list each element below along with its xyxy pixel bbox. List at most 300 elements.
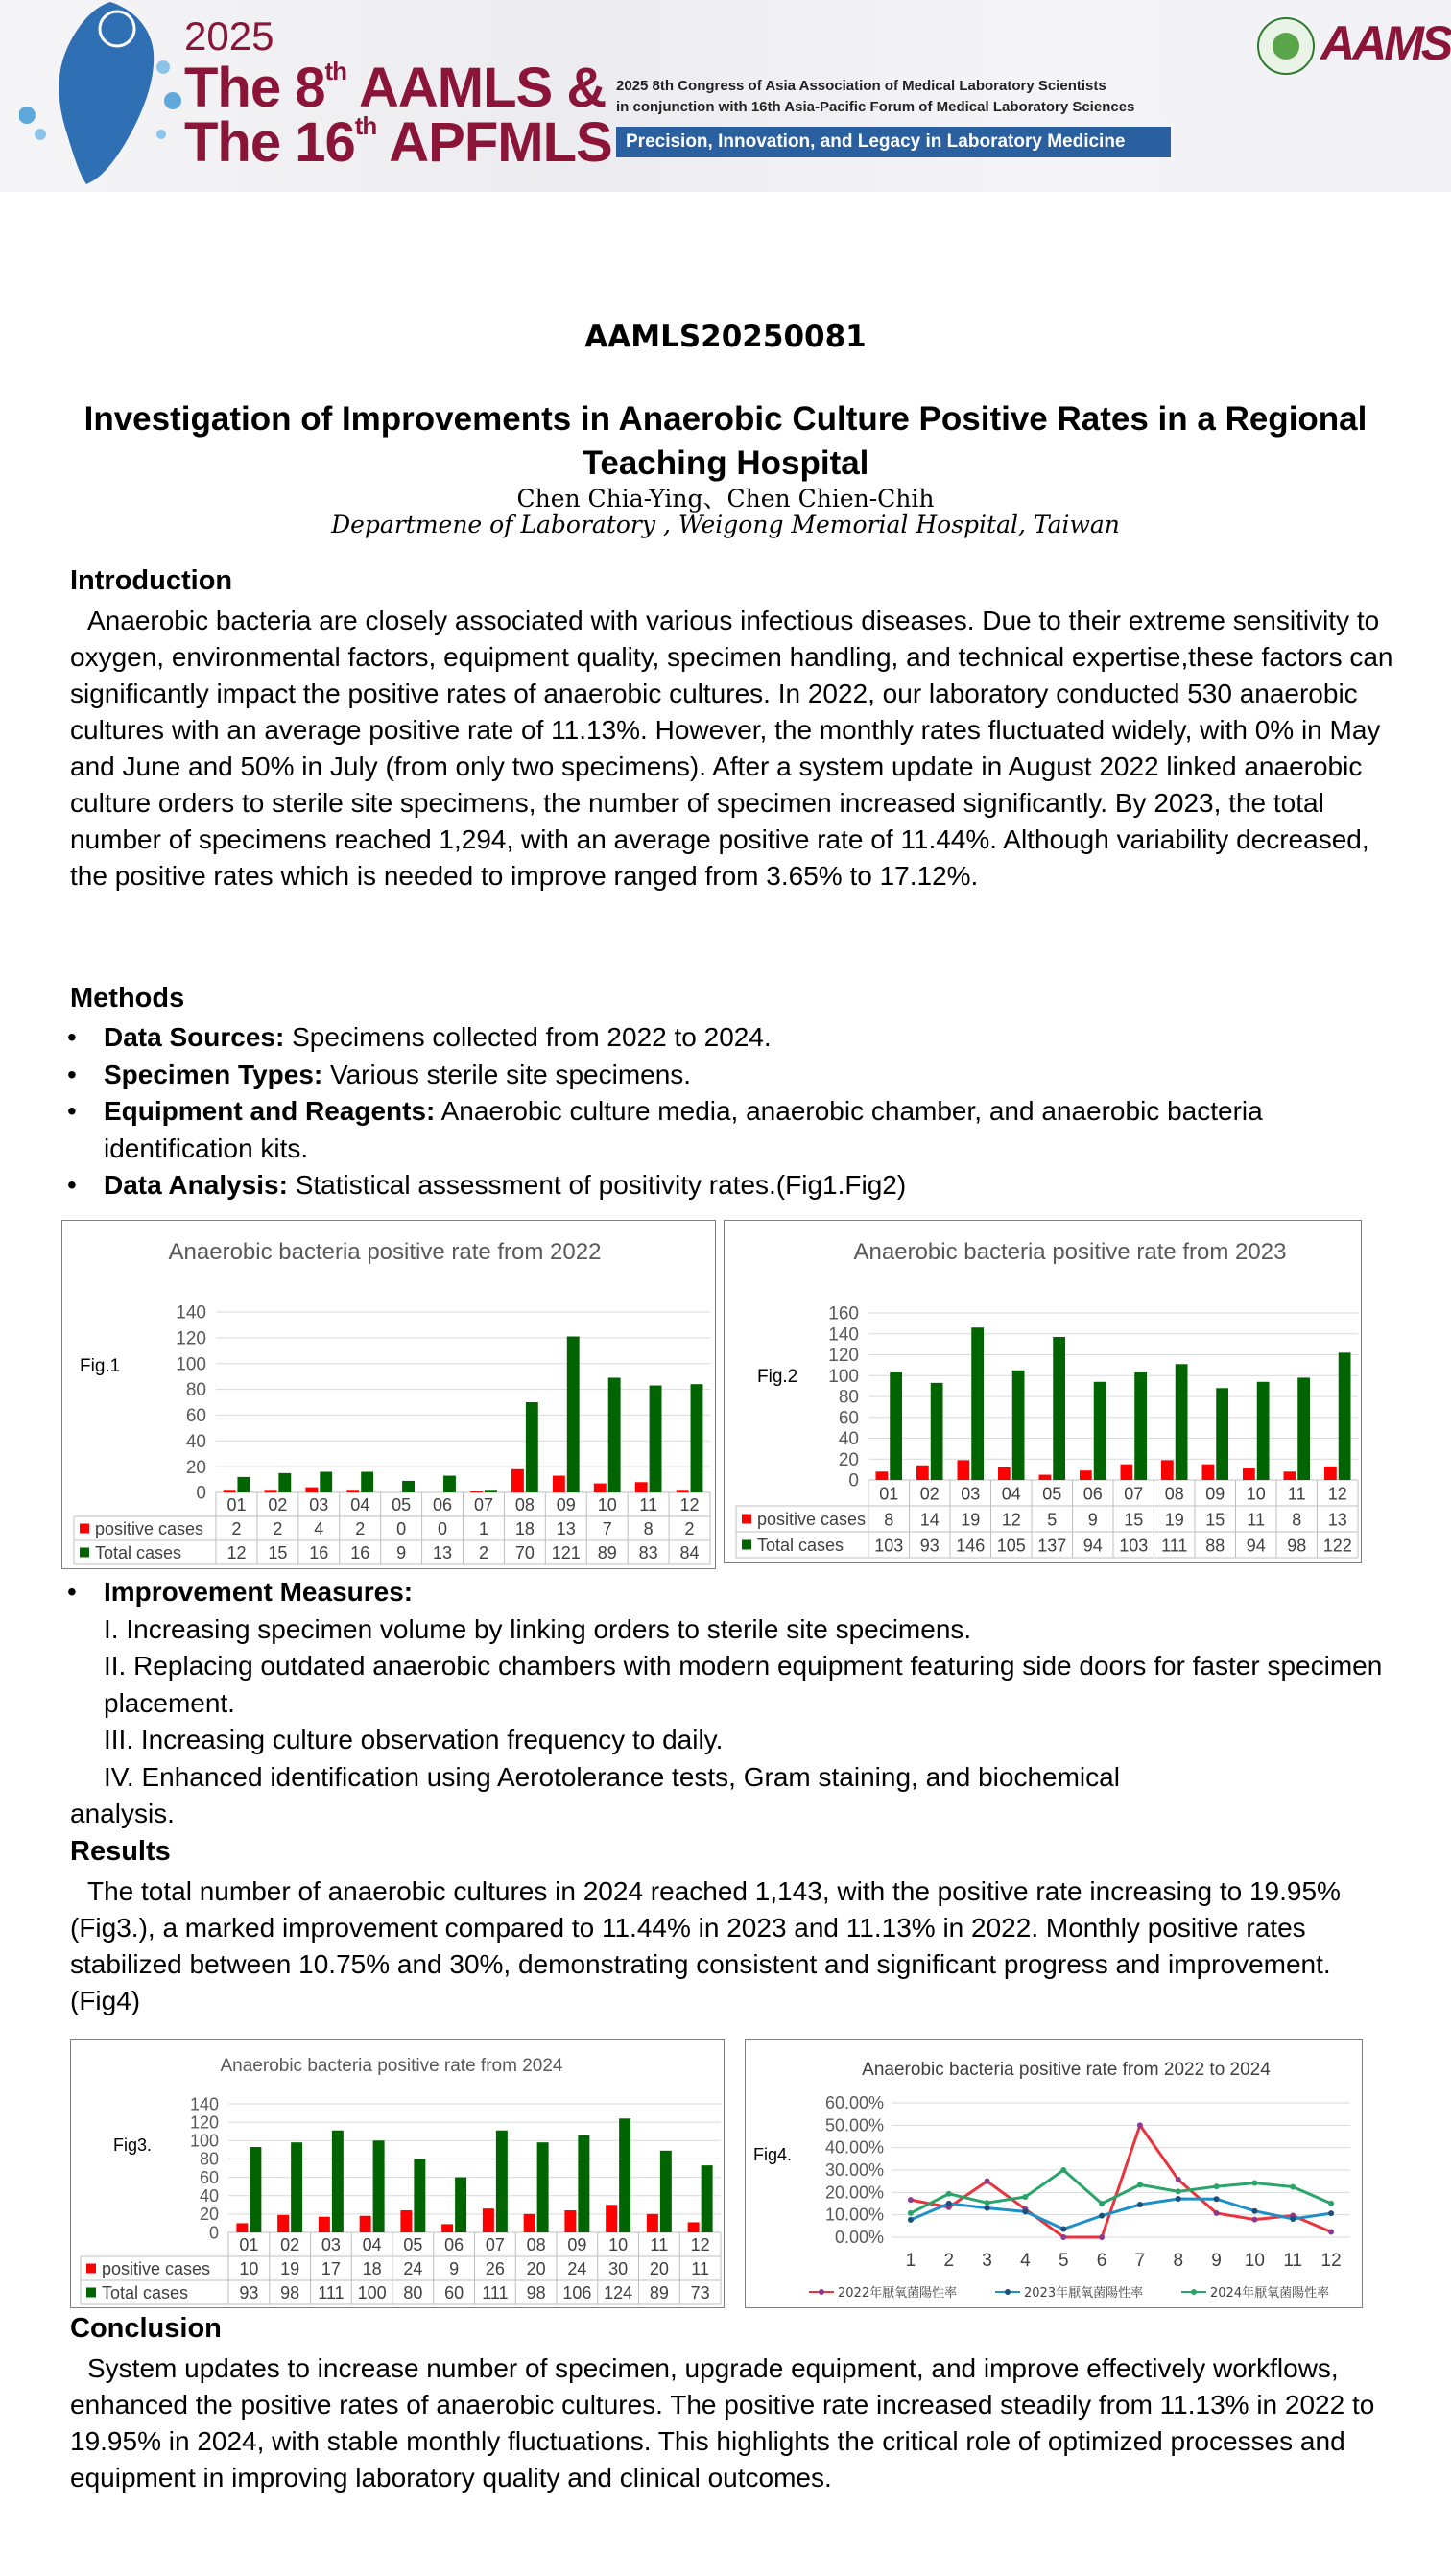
total-cases-bar <box>1053 1337 1065 1480</box>
congress-motto: Precision, Innovation, and Legacy in Laboratory Medicine <box>616 127 1171 157</box>
total-cases-bar <box>1094 1382 1106 1480</box>
table-value: 2 <box>273 1518 283 1538</box>
positive-cases-bar <box>916 1466 929 1480</box>
positive-cases-bar <box>224 1490 236 1492</box>
table-value: 80 <box>403 2282 423 2302</box>
y-tick-label: 140 <box>189 2094 219 2114</box>
table-value: 8 <box>1292 1510 1302 1530</box>
series-point <box>1060 2167 1066 2173</box>
figure-label: Fig3. <box>113 2135 153 2155</box>
table-value: 10 <box>239 2258 259 2278</box>
table-value: 11 <box>691 2258 709 2278</box>
table-value: 1 <box>478 1518 488 1538</box>
legend-label: positive cases <box>102 2258 211 2278</box>
x-category-label: 02 <box>919 1484 940 1504</box>
positive-cases-bar <box>1243 1468 1255 1480</box>
total-cases-bar <box>332 2131 344 2232</box>
x-category-label: 06 <box>444 2234 464 2254</box>
table-value: 24 <box>403 2258 423 2278</box>
total-cases-bar <box>1339 1352 1351 1480</box>
table-value: 15 <box>1124 1510 1144 1530</box>
legend-marker <box>1005 2289 1011 2295</box>
table-value: 0 <box>438 1518 448 1538</box>
table-value: 19 <box>961 1510 981 1530</box>
y-tick-label: 60 <box>199 2167 219 2187</box>
total-cases-bar <box>890 1372 902 1480</box>
x-category-label: 04 <box>1001 1484 1021 1504</box>
positive-cases-bar <box>1324 1467 1337 1480</box>
improvement-measures <box>67 1574 1401 1796</box>
table-value: 19 <box>280 2258 300 2278</box>
series-point <box>1251 2181 1257 2186</box>
x-category-label: 12 <box>1327 1484 1347 1504</box>
x-category-label: 08 <box>526 2234 546 2254</box>
table-value: 9 <box>396 1542 407 1562</box>
legend-total-swatch <box>742 1540 751 1550</box>
table-value: 18 <box>362 2258 382 2278</box>
positive-cases-bar <box>400 2210 412 2232</box>
series-point <box>1251 2208 1257 2214</box>
y-tick-label: 120 <box>189 2112 219 2133</box>
y-tick-label: 0 <box>196 1483 206 1504</box>
table-value: 13 <box>433 1542 453 1562</box>
x-category-label: 03 <box>961 1484 981 1504</box>
abstract-code: AAMLS20250081 <box>584 320 867 354</box>
table-value: 12 <box>1001 1510 1021 1530</box>
series-point <box>1022 2208 1028 2214</box>
x-category-label: 02 <box>268 1494 288 1515</box>
x-category-label: 06 <box>433 1494 453 1515</box>
y-tick-label: 0 <box>208 2223 219 2243</box>
figure-label: Fig4. <box>753 2145 793 2164</box>
total-cases-bar <box>931 1383 943 1480</box>
y-tick-label: 40 <box>838 1429 859 1450</box>
table-value: 94 <box>1246 1536 1266 1556</box>
series-point <box>1214 2183 1220 2189</box>
y-tick-label: 60 <box>185 1406 206 1427</box>
positive-cases-bar <box>360 2216 371 2232</box>
fig1-chart <box>61 1220 716 1569</box>
y-tick-label: 140 <box>828 1324 859 1346</box>
series-point <box>1251 2217 1257 2223</box>
series-point <box>1137 2182 1143 2187</box>
y-tick-label: 160 <box>828 1303 859 1324</box>
positive-cases-bar <box>346 1490 359 1492</box>
y-tick-label: 120 <box>176 1328 206 1349</box>
legend-label: Total cases <box>95 1542 182 1562</box>
total-cases-bar <box>443 1476 456 1492</box>
x-category-label: 11 <box>650 2234 669 2254</box>
figure-label: Fig.1 <box>80 1356 121 1376</box>
measure-item: III. Increasing culture observation frequency to daily. <box>104 1725 724 1754</box>
table-value: 15 <box>268 1542 288 1562</box>
positive-cases-bar <box>606 2205 617 2232</box>
total-cases-bar <box>320 1472 332 1492</box>
table-value: 73 <box>690 2282 710 2302</box>
x-category-label: 07 <box>1124 1484 1144 1504</box>
table-value: 12 <box>226 1542 247 1562</box>
series-point <box>985 2200 990 2206</box>
legend-positive-swatch <box>80 1524 89 1534</box>
methods-heading: Methods <box>70 983 185 1014</box>
total-cases-bar <box>660 2151 672 2232</box>
legend-label: positive cases <box>757 1509 867 1529</box>
table-value: 26 <box>485 2258 505 2278</box>
series-line <box>911 2125 1331 2237</box>
x-category-label: 10 <box>1246 1484 1266 1504</box>
table-value: 19 <box>1164 1510 1184 1530</box>
series-point <box>946 2191 952 2197</box>
x-category-label: 03 <box>309 1494 329 1515</box>
x-tick-label: 4 <box>1020 2251 1031 2271</box>
table-value: 106 <box>562 2282 592 2302</box>
y-tick-label: 20 <box>838 1449 859 1470</box>
total-cases-bar <box>278 1473 291 1492</box>
series-point <box>1022 2194 1028 2200</box>
positive-cases-bar <box>277 2215 289 2232</box>
series-point <box>1099 2213 1105 2219</box>
series-point <box>1137 2122 1143 2128</box>
series-point <box>1328 2201 1334 2206</box>
x-category-label: 11 <box>639 1494 657 1515</box>
authors: Chen Chia-Ying、Chen Chien-Chih <box>516 485 935 513</box>
x-tick-label: 6 <box>1096 2251 1107 2271</box>
legend-label: 2024年厭氧菌陽性率 <box>1210 2286 1330 2301</box>
table-value: 93 <box>239 2282 259 2302</box>
legend-label: Total cases <box>757 1535 844 1555</box>
y-tick-label: 80 <box>838 1387 859 1408</box>
positive-cases-bar <box>236 2223 248 2232</box>
table-value: 9 <box>1087 1510 1098 1530</box>
positive-cases-bar <box>1202 1465 1215 1480</box>
y-tick-label: 60 <box>838 1408 859 1429</box>
chart-title: Anaerobic bacteria positive rate from 2024 <box>220 2056 563 2076</box>
y-tick-label: 20.00% <box>824 2182 884 2203</box>
banner-line-1: The 8th AAMLS & <box>184 57 607 119</box>
table-value: 94 <box>1082 1536 1103 1556</box>
table-value: 9 <box>449 2258 460 2278</box>
positive-cases-bar <box>1039 1475 1052 1480</box>
table-value: 111 <box>1161 1536 1188 1556</box>
table-value: 13 <box>556 1518 576 1538</box>
x-category-label: 01 <box>226 1494 247 1515</box>
legend-label: 2022年厭氧菌陽性率 <box>838 2286 958 2301</box>
total-cases-bar <box>485 1490 497 1492</box>
table-value: 89 <box>649 2282 669 2302</box>
table-value: 83 <box>638 1542 658 1562</box>
series-point <box>1214 2210 1220 2216</box>
series-point <box>985 2179 990 2184</box>
table-value: 20 <box>649 2258 669 2278</box>
total-cases-bar <box>702 2165 713 2232</box>
y-tick-label: 100 <box>176 1354 206 1375</box>
x-tick-label: 5 <box>1058 2251 1069 2271</box>
series-point <box>1137 2202 1143 2207</box>
chart-title: Anaerobic bacteria positive rate from 2022 <box>168 1239 602 1265</box>
x-category-label: 01 <box>879 1484 899 1504</box>
total-cases-bar <box>1297 1377 1310 1480</box>
table-value: 16 <box>309 1542 329 1562</box>
positive-cases-bar <box>647 2214 658 2232</box>
legend-positive-swatch <box>86 2264 96 2274</box>
series-point <box>1099 2234 1105 2240</box>
x-category-label: 09 <box>567 2234 587 2254</box>
table-value: 11 <box>1247 1510 1266 1530</box>
table-value: 2 <box>684 1518 695 1538</box>
introduction-heading: Introduction <box>70 565 233 596</box>
table-value: 14 <box>919 1510 940 1530</box>
table-value: 105 <box>996 1536 1026 1556</box>
methods-item: • Equipment and Reagents: Anaerobic culture media, anaerobic chamber, and anaerobic bacteria identification kits. <box>67 1096 1263 1163</box>
legend-total-swatch <box>80 1548 89 1558</box>
total-cases-bar <box>1257 1382 1270 1480</box>
chart-title: Anaerobic bacteria positive rate from 2023 <box>853 1239 1287 1265</box>
results-heading: Results <box>70 1836 171 1867</box>
x-category-label: 04 <box>350 1494 370 1515</box>
series-point <box>1060 2234 1066 2240</box>
total-cases-bar <box>496 2131 508 2232</box>
y-tick-label: 100 <box>189 2131 219 2151</box>
series-point <box>908 2197 914 2203</box>
y-tick-label: 120 <box>828 1346 859 1367</box>
total-cases-bar <box>402 1481 415 1492</box>
y-tick-label: 80 <box>199 2149 219 2169</box>
total-cases-bar <box>373 2140 385 2232</box>
positive-cases-bar <box>1080 1470 1092 1480</box>
x-tick-label: 7 <box>1134 2251 1146 2271</box>
table-value: 20 <box>526 2258 546 2278</box>
series-point <box>1328 2210 1334 2216</box>
fig2-svg <box>725 1221 1360 1562</box>
x-category-label: 12 <box>690 2234 710 2254</box>
table-value: 15 <box>1205 1510 1225 1530</box>
table-value: 111 <box>318 2282 345 2302</box>
table-value: 93 <box>919 1536 940 1556</box>
table-value: 18 <box>514 1518 535 1538</box>
total-cases-bar <box>291 2142 302 2232</box>
legend-marker <box>1191 2289 1197 2295</box>
series-point <box>1176 2196 1181 2202</box>
series-point <box>1176 2177 1181 2182</box>
table-value: 17 <box>321 2258 341 2278</box>
total-cases-bar <box>578 2135 589 2232</box>
measure-item: I. Increasing specimen volume by linking orders to sterile site specimens. <box>104 1613 972 1644</box>
table-value: 100 <box>357 2282 387 2302</box>
total-cases-bar <box>526 1402 538 1492</box>
y-tick-label: 0.00% <box>834 2228 884 2247</box>
x-tick-label: 2 <box>943 2251 955 2271</box>
positive-cases-bar <box>1284 1471 1296 1480</box>
taiwan-map-graphic <box>19 0 182 187</box>
x-category-label: 08 <box>1164 1484 1184 1504</box>
x-category-label: 07 <box>473 1494 493 1515</box>
x-tick-label: 11 <box>1283 2251 1303 2271</box>
y-tick-label: 60.00% <box>824 2093 884 2112</box>
fig1-svg <box>62 1221 714 1567</box>
table-value: 84 <box>679 1542 700 1562</box>
series-point <box>946 2201 952 2206</box>
total-cases-bar <box>1216 1388 1228 1480</box>
methods-item: • Specimen Types: Various sterile site specimens. <box>67 1059 692 1089</box>
measure-item: IV. Enhanced identification using Aerotolerance tests, Gram staining, and biochemical <box>104 1761 1120 1792</box>
total-cases-bar <box>1134 1372 1147 1480</box>
positive-cases-bar <box>677 1490 689 1492</box>
table-value: 98 <box>526 2282 546 2302</box>
y-tick-label: 20 <box>185 1457 206 1478</box>
x-category-label: 12 <box>679 1494 700 1515</box>
table-value: 2 <box>478 1542 488 1562</box>
positive-cases-bar <box>594 1484 607 1492</box>
positive-cases-bar <box>511 1469 524 1492</box>
positive-cases-bar <box>958 1460 970 1480</box>
total-cases-bar <box>237 1477 250 1492</box>
series-point <box>1328 2229 1334 2234</box>
legend-marker <box>819 2289 824 2295</box>
total-cases-bar <box>361 1472 373 1492</box>
aams-logo: AAMS <box>1320 16 1451 70</box>
y-tick-label: 80 <box>185 1380 206 1401</box>
table-value: 98 <box>280 2282 300 2302</box>
paper-title: Investigation of Improvements in Anaerobic Culture Positive Rates in a Regional Teaching Hospital <box>83 400 1368 482</box>
conclusion-text: System updates to increase number of specimen, upgrade equipment, and improve effectively workflows, enhanced the positive rates of anaerobic cultures. The positive rate increased steadily from 11.13% in 2022 to 19.95% in 2024, with stable monthly fluctuations. This highlights the critical role of optimized processes and equipment in improving laboratory quality and clinical outcomes. <box>70 2353 1375 2493</box>
total-cases-bar <box>691 1384 703 1492</box>
positive-cases-bar <box>524 2214 535 2232</box>
positive-cases-bar <box>483 2208 494 2232</box>
table-value: 124 <box>604 2282 633 2302</box>
x-category-label: 05 <box>392 1494 412 1515</box>
fig3-chart <box>70 2039 725 2308</box>
x-tick-label: 12 <box>1320 2251 1342 2271</box>
x-tick-label: 8 <box>1173 2251 1184 2271</box>
congress-description: 2025 8th Congress of Asia Association of Medical Laboratory Scientists in conjunction with 16th Asia-Pacific Forum of Medical Laboratory Sciences <box>616 78 1135 115</box>
series-point <box>1290 2216 1296 2222</box>
header-banner <box>0 0 1451 192</box>
total-cases-bar <box>455 2178 466 2232</box>
y-tick-label: 30.00% <box>824 2160 884 2180</box>
positive-cases-bar <box>553 1476 565 1492</box>
positive-cases-bar <box>688 2222 700 2232</box>
legend-total-swatch <box>86 2288 96 2298</box>
positive-cases-bar <box>305 1488 318 1492</box>
table-value: 4 <box>314 1518 324 1538</box>
table-value: 122 <box>1322 1536 1352 1556</box>
positive-cases-bar <box>1121 1465 1133 1480</box>
series-point <box>908 2210 914 2216</box>
positive-cases-bar <box>564 2210 576 2232</box>
banner-line-2: The 16th APFMLS <box>184 111 612 174</box>
table-value: 7 <box>602 1518 612 1538</box>
x-category-label: 01 <box>239 2234 259 2254</box>
series-point <box>1099 2201 1105 2206</box>
total-cases-bar <box>1012 1371 1025 1480</box>
y-tick-label: 20 <box>199 2205 219 2225</box>
table-value: 103 <box>1119 1536 1149 1556</box>
positive-cases-bar <box>635 1482 648 1492</box>
x-category-label: 06 <box>1082 1484 1103 1504</box>
x-category-label: 08 <box>514 1494 535 1515</box>
figure-label: Fig.2 <box>757 1367 798 1387</box>
positive-cases-bar <box>441 2224 453 2232</box>
series-point <box>908 2217 914 2223</box>
table-value: 8 <box>884 1510 894 1530</box>
x-tick-label: 3 <box>982 2251 992 2271</box>
total-cases-bar <box>414 2159 425 2232</box>
total-cases-bar <box>537 2142 549 2232</box>
fig4-chart <box>745 2039 1363 2308</box>
y-tick-label: 10.00% <box>824 2205 884 2225</box>
x-category-label: 11 <box>1287 1484 1306 1504</box>
society-seal-logo <box>1257 17 1315 75</box>
methods-list <box>67 1019 1401 1205</box>
x-category-label: 07 <box>485 2234 505 2254</box>
x-category-label: 04 <box>362 2234 382 2254</box>
x-tick-label: 10 <box>1244 2251 1265 2271</box>
positive-cases-bar <box>998 1467 1011 1480</box>
total-cases-bar <box>971 1327 984 1480</box>
x-tick-label: 9 <box>1211 2251 1222 2271</box>
table-value: 98 <box>1287 1536 1307 1556</box>
x-category-label: 10 <box>597 1494 617 1515</box>
table-value: 0 <box>396 1518 407 1538</box>
y-tick-label: 40 <box>199 2186 219 2206</box>
table-value: 89 <box>597 1542 617 1562</box>
x-category-label: 05 <box>1042 1484 1062 1504</box>
measure-item: II. Replacing outdated anaerobic chambers with modern equipment featuring side doors for faster specimen placement. <box>104 1651 1383 1718</box>
table-value: 5 <box>1047 1510 1058 1530</box>
y-tick-label: 100 <box>828 1366 859 1387</box>
table-value: 70 <box>514 1542 535 1562</box>
series-line <box>911 2199 1331 2229</box>
table-value: 137 <box>1037 1536 1067 1556</box>
series-point <box>985 2206 990 2211</box>
legend-label: positive cases <box>95 1518 204 1538</box>
total-cases-bar <box>567 1337 580 1492</box>
methods-item: • Data Analysis: Statistical assessment of positivity rates.(Fig1.Fig2) <box>67 1170 907 1200</box>
series-point <box>1214 2196 1220 2202</box>
conclusion-heading: Conclusion <box>70 2313 222 2344</box>
table-value: 24 <box>567 2258 587 2278</box>
table-value: 146 <box>956 1536 986 1556</box>
table-value: 2 <box>231 1518 242 1538</box>
positive-cases-bar <box>319 2217 330 2232</box>
table-value: 111 <box>482 2282 509 2302</box>
legend-label: Total cases <box>102 2282 189 2302</box>
total-cases-bar <box>1176 1364 1188 1480</box>
table-value: 16 <box>350 1542 370 1562</box>
banner-year: 2025 <box>184 13 274 59</box>
introduction-text: Anaerobic bacteria are closely associated with various infectious diseases. Due to their extreme sensitivity to oxygen, environmental factors, equipment quality, specimen handling, and technical expertise,these factors can significantly impact the positive rates of anaerobic cultures. In 2022, our laboratory conducted 530 anaerobic cultures with an average positive rate of 11.13%. However, the monthly rates fluctuated widely, with 0% in May and June and 50% in July (from only two specimens). After a system update in August 2022 linked anaerobic culture orders to sterile site specimens, the number of specimen increased significantly. By 2023, the total number of specimens reached 1,294, with an average positive rate of 11.44%. Although variability decreased, the positive rates which is needed to improve ranged from 3.65% to 17.12%. <box>70 606 1393 891</box>
legend-label: 2023年厭氧菌陽性率 <box>1024 2286 1144 2301</box>
table-value: 88 <box>1205 1536 1225 1556</box>
series-point <box>1176 2188 1181 2194</box>
series-point <box>1290 2184 1296 2190</box>
fig3-svg <box>71 2040 723 2306</box>
x-category-label: 02 <box>280 2234 300 2254</box>
chart-title: Anaerobic bacteria positive rate from 2022 to 2024 <box>862 2060 1271 2080</box>
fig4-svg <box>746 2040 1361 2306</box>
x-category-label: 09 <box>1205 1484 1225 1504</box>
y-tick-label: 50.00% <box>824 2115 884 2135</box>
table-value: 2 <box>355 1518 366 1538</box>
total-cases-bar <box>650 1386 662 1492</box>
x-category-label: 03 <box>321 2234 341 2254</box>
positive-cases-bar <box>876 1471 889 1480</box>
x-category-label: 09 <box>556 1494 576 1515</box>
measures-tail: analysis. <box>70 1799 175 1828</box>
methods-item: • Data Sources: Specimens collected from 2022 to 2024. <box>67 1022 772 1052</box>
table-value: 121 <box>551 1542 581 1562</box>
table-value: 8 <box>643 1518 654 1538</box>
